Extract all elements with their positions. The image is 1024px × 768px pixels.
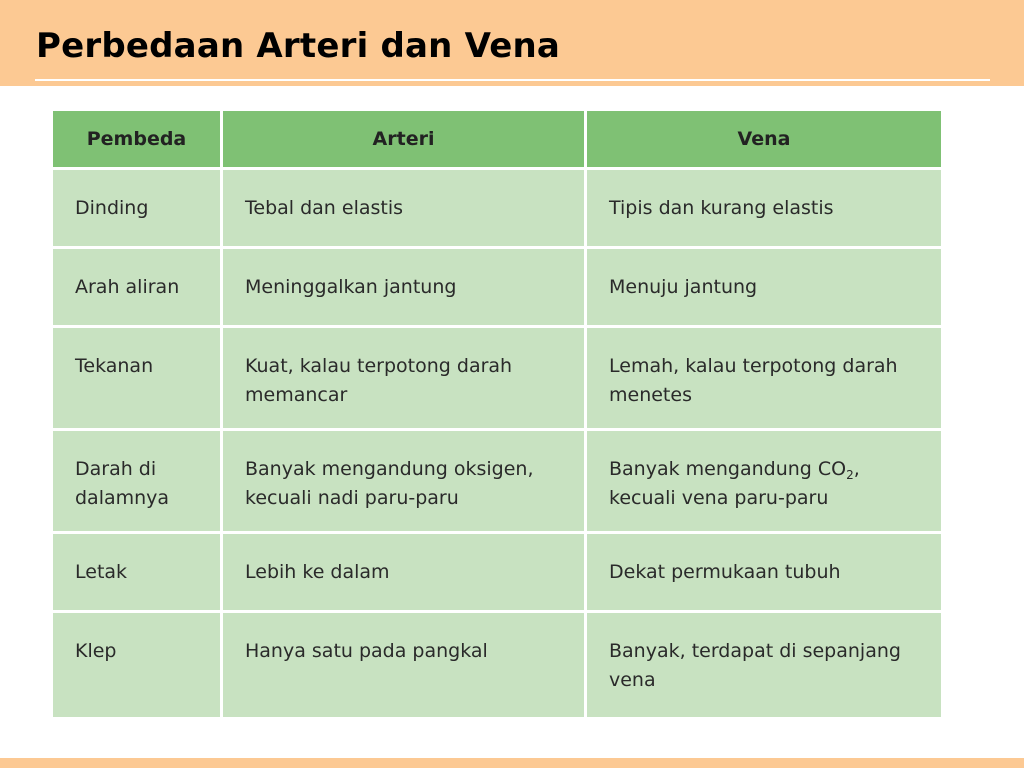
- vena-co2-prefix: Banyak mengandung CO: [609, 458, 847, 480]
- table-row-tekanan: [52, 327, 943, 430]
- table-row-darah-di-dalamnya: [52, 430, 943, 533]
- cell-arteri: Banyak mengandung oksigen, kecuali nadi paru-paru: [222, 430, 586, 533]
- header-arteri: Arteri: [222, 110, 586, 169]
- cell-vena: Dekat permukaan tubuh: [586, 533, 943, 612]
- comparison-table: [50, 108, 944, 720]
- cell-pembeda: Dinding: [52, 169, 222, 248]
- slide-footer-band: [0, 758, 1024, 768]
- cell-pembeda: Darah di dalamnya: [52, 430, 222, 533]
- cell-vena: Lemah, kalau terpotong darah menetes: [586, 327, 943, 430]
- cell-pembeda: Letak: [52, 533, 222, 612]
- cell-vena: Banyak, terdapat di sepanjang vena: [586, 612, 943, 719]
- comparison-table-container: [50, 108, 941, 715]
- title-divider: [35, 79, 990, 81]
- cell-pembeda: Klep: [52, 612, 222, 719]
- cell-arteri: Tebal dan elastis: [222, 169, 586, 248]
- cell-arteri: Kuat, kalau terpotong darah memancar: [222, 327, 586, 430]
- co2-subscript: 2: [846, 468, 854, 482]
- vena-co2-line2: kecuali vena paru-paru: [609, 487, 829, 509]
- cell-arteri: Lebih ke dalam: [222, 533, 586, 612]
- table-row-dinding: [52, 169, 943, 248]
- cell-vena: [586, 430, 943, 533]
- header-pembeda: Pembeda: [52, 110, 222, 169]
- table-header-row: [52, 110, 943, 169]
- header-vena: Vena: [586, 110, 943, 169]
- slide-title: Perbedaan Arteri dan Vena: [36, 26, 561, 66]
- cell-vena: Tipis dan kurang elastis: [586, 169, 943, 248]
- table-row-letak: [52, 533, 943, 612]
- cell-pembeda: Tekanan: [52, 327, 222, 430]
- cell-arteri: Hanya satu pada pangkal: [222, 612, 586, 719]
- cell-vena: Menuju jantung: [586, 248, 943, 327]
- cell-arteri: Meninggalkan jantung: [222, 248, 586, 327]
- table-row-arah-aliran: [52, 248, 943, 327]
- cell-pembeda: Arah aliran: [52, 248, 222, 327]
- vena-co2-suffix: ,: [853, 458, 860, 480]
- table-row-klep: [52, 612, 943, 719]
